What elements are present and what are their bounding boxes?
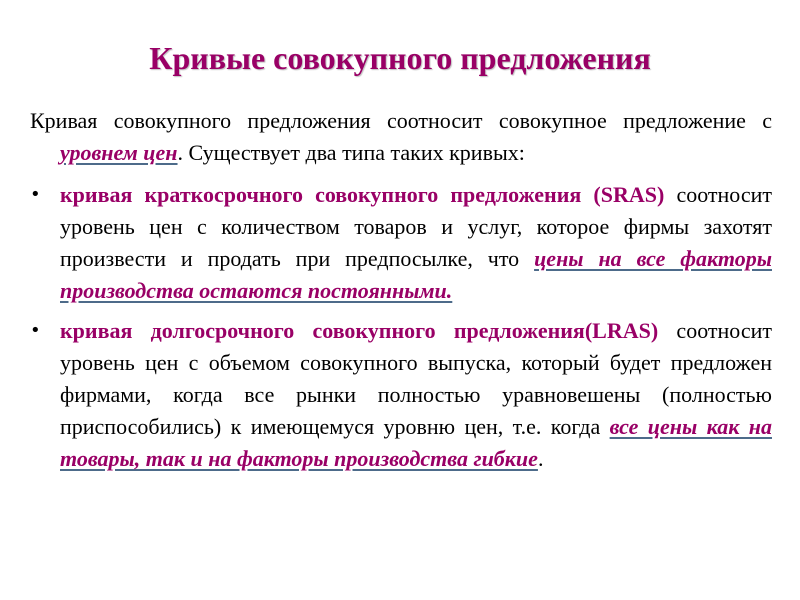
- bullet-marker-icon: •: [30, 184, 41, 205]
- bullet-highlight-sras: цены на все факторы производства остаются постоянными.: [60, 246, 772, 303]
- bullet-heading-lras: кривая долгосрочного совокупного предложения(LRAS): [60, 318, 659, 343]
- bullet-text-after-lras: .: [537, 446, 544, 471]
- bullet-heading-sras: кривая краткосрочного совокупного предложения (SRAS): [60, 182, 665, 207]
- intro-text-before: Кривая совокупного предложения соотносит совокупное предложение с: [30, 108, 772, 133]
- bullet-item-lras: [30, 315, 772, 475]
- bullet-highlight-lras: все цены как на товары, так и на факторы производства гибкие: [60, 414, 772, 471]
- bullet-text-lras: соотносит уровень цен с объемом совокупного выпуска, который будет предложен фирмами, когда все рынки полностью уравновешены (полностью приспособились) к имеющемуся уровню цен, т.е. когда: [60, 318, 772, 439]
- slide-body: [30, 105, 772, 483]
- intro-text-after: . Существует два типа таких кривых:: [177, 140, 525, 165]
- intro-highlight: уровнем цен: [60, 140, 178, 165]
- bullet-item-sras: [30, 179, 772, 307]
- slide-title: Кривые совокупного предложения: [149, 40, 651, 76]
- bullet-marker-icon: •: [30, 320, 41, 341]
- intro-paragraph: [30, 105, 772, 169]
- bullet-text-sras: соотносит уровень цен с количеством товаров и услуг, которое фирмы захотят произвести и продать при предпосылке, что: [60, 182, 773, 271]
